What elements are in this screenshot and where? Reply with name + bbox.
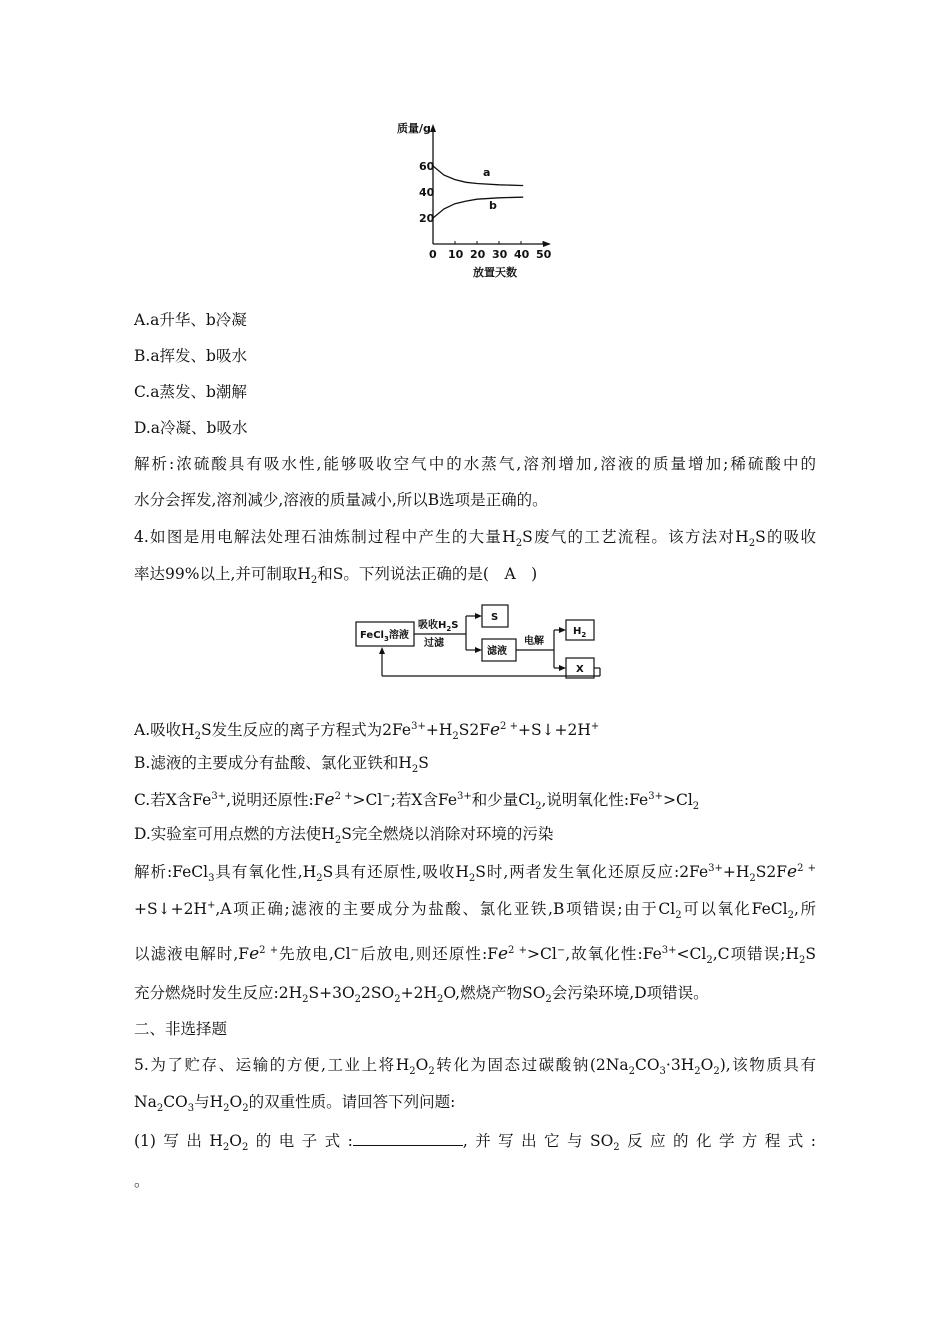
- y-tick-label: 60: [419, 160, 435, 173]
- q4-analysis-line-1: 解析:FeCl$_3$具有氧化性$,H_2S$具有还原性,吸收$H_2S$时,两者发生氧化还原反应$:2Fe^{3+}+H_2S2Fe^{2 +}$: [134, 862, 816, 885]
- fecl3-solution-label: FeCl$_3$溶液: [360, 630, 409, 643]
- series-a-label: a: [483, 166, 491, 179]
- x-tick-label: 10: [448, 248, 464, 261]
- x-box-label: X: [576, 664, 584, 675]
- q4-option-c: C.若X含$Fe^{3+}$,说明还原性$:Fe^{2 +}>Cl^-$;若X含$Fe^{3+}$和少量$Cl_2$,说明氧化性$:Fe^{3+}>Cl_2$: [134, 790, 700, 813]
- y-tick-label: 40: [419, 186, 435, 199]
- q5-part1-line: (1)写出$H_2O_2$的电子式: ,并写出它与$SO_2$反应的化学方程式:: [134, 1132, 816, 1154]
- q3-option-c: C.a蒸发、b潮解: [134, 383, 247, 401]
- q3-analysis-line-1: 解析:浓硫酸具有吸水性,能够吸收空气中的水蒸气,溶剂增加,溶液的质量增加;稀硫酸中的: [134, 455, 816, 473]
- absorb-label: 吸收$H_2S$: [418, 620, 459, 633]
- q4-analysis-line-3: 以滤液电解时$,Fe^{2 +}$先放电,Cl−后放电,则还原性$:Fe^{2 +}>Cl^-$,故氧化性$:Fe^{3+}<Cl_2,C$项错误$;H_2S$: [134, 944, 816, 967]
- q4-stem-line-1: 4.如图是用电解法处理石油炼制过程中产生的大量$H_2S$废气的工艺流程。该方法对$H_2S$的吸收: [134, 528, 817, 550]
- q5-stem-line-2: $Na_2CO_3$与$H_2O_2$的双重性质。请回答下列问题:: [134, 1093, 456, 1115]
- q3-analysis-line-2: 水分会挥发,溶剂减少,溶液的质量减小,所以B选项是正确的。: [134, 491, 548, 509]
- x-tick-label: 0: [429, 248, 437, 261]
- q4-analysis-line-4: 充分燃烧时发生反应$:2H_2S+3O_22SO_2+2H_2O$,燃烧产物$SO_2$会污染环境,D项错误。: [134, 984, 709, 1006]
- filter-label: 过滤: [424, 638, 444, 649]
- q4-option-a: A.吸收$H_2S$发生反应的离子方程式为$2Fe^{3+}+H_2S2Fe^{2 +}+S↓+2H^+$: [134, 720, 600, 743]
- chart-ylabel: 质量/g: [397, 122, 431, 135]
- q4-option-b: B.滤液的主要成分有盐酸、氯化亚铁和$H_2S$: [134, 754, 429, 776]
- s-box-label: S: [491, 612, 499, 623]
- series-b-line: [433, 197, 523, 218]
- q5-part1-end: 。: [134, 1172, 150, 1190]
- electrolysis-label: 电解: [524, 636, 544, 647]
- series-b-label: b: [489, 199, 497, 212]
- h2-label: $H_2$: [573, 626, 587, 639]
- mass-days-chart: [395, 118, 595, 288]
- q3-option-d: D.a冷凝、b吸水: [134, 419, 248, 437]
- q4-option-d: D.实验室可用点燃的方法使$H_2S$完全燃烧以消除对环境的污染: [134, 825, 554, 847]
- filtrate-label: 滤液: [487, 646, 507, 657]
- q4-analysis-line-2: +S↓+2H+,A项正确;滤液的主要成分为盐酸、氯化亚铁,B项错误;由于$Cl_2$可以氧化FeCl$_2$,所: [134, 899, 816, 922]
- x-axis-arrow: [543, 241, 551, 247]
- q5-stem-line-1: 5.为了贮存、运输的方便,工业上将$H_2O_2$转化为固态过碳酸钠$(2Na_2CO_3\cdot 3H_2O_2)$,该物质具有: [134, 1056, 816, 1078]
- q4-stem-line-2: 率达99%以上,并可制取$H_2$和S。下列说法正确的是( A ): [134, 565, 538, 587]
- chart-xlabel: 放置天数: [473, 266, 517, 279]
- x-tick-label: 40: [514, 248, 530, 261]
- electrolysis-flow-diagram: [354, 602, 604, 682]
- x-tick-label: 50: [536, 248, 552, 261]
- answer-blank[interactable]: [353, 1131, 463, 1146]
- y-tick-label: 20: [419, 212, 435, 225]
- q3-option-b: B.a挥发、b吸水: [134, 347, 247, 365]
- series-a-line: [433, 166, 523, 186]
- x-tick-label: 30: [492, 248, 508, 261]
- section-heading: 二、非选择题: [134, 1020, 228, 1038]
- q3-option-a: A.a升华、b冷凝: [134, 311, 247, 329]
- x-tick-label: 20: [470, 248, 486, 261]
